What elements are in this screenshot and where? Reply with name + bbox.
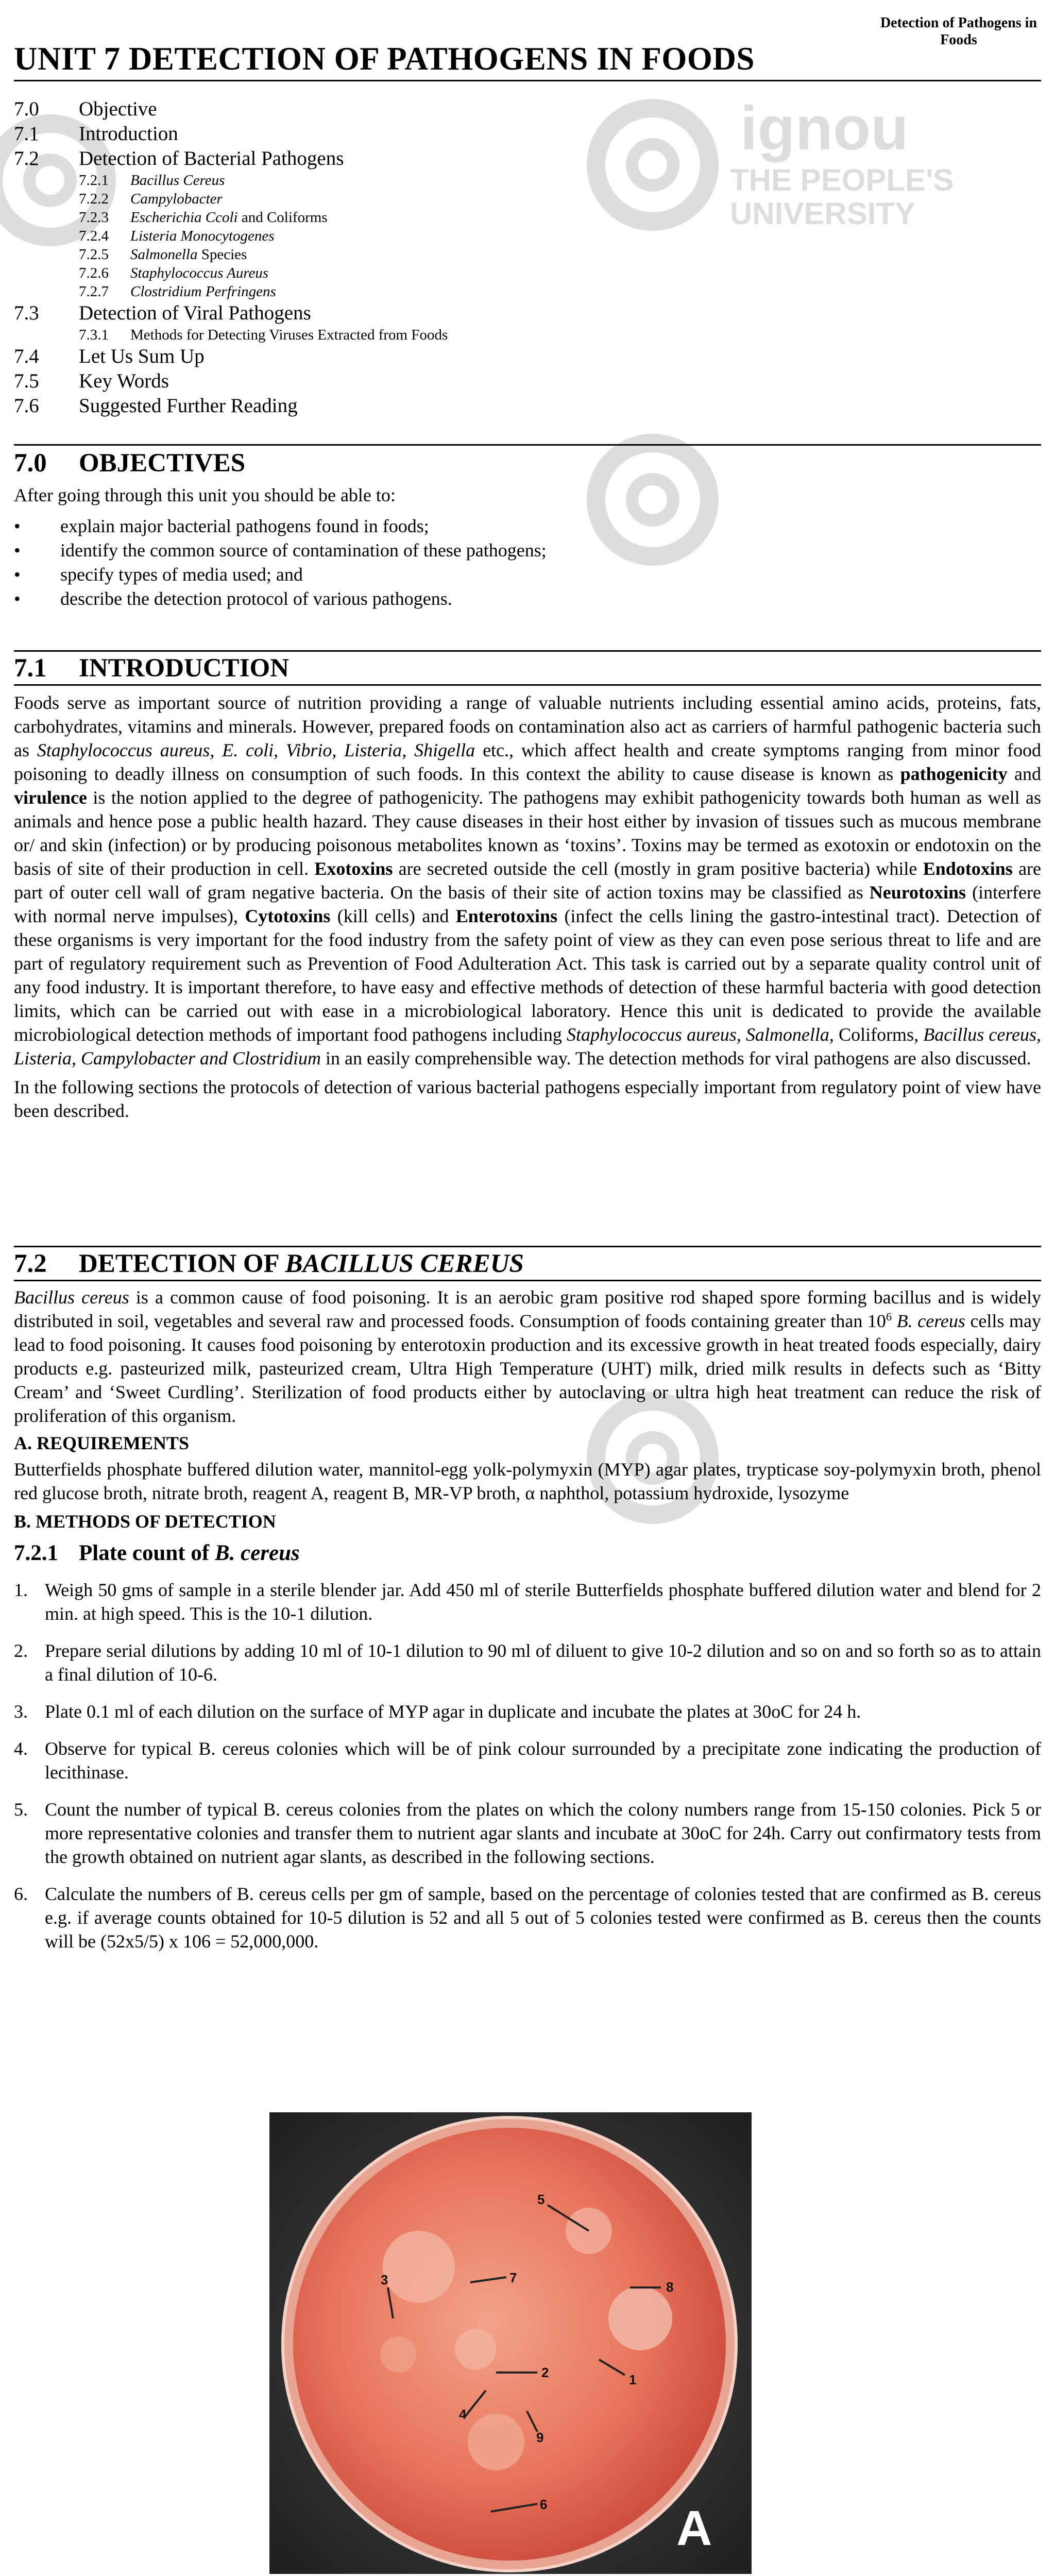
figure-label-6: 6: [540, 2497, 548, 2512]
figure-panel-letter: A: [676, 2501, 712, 2556]
section-rule: [14, 650, 1041, 652]
title-rule: [14, 80, 1041, 81]
bacillus-paragraph: Bacillus cereus is a common cause of food poisoning. It is an aerobic gram positive rod shaped spore forming bacillus and is widely distributed in soil, vegetables and several raw and processed foods. Consumption of foods containing greater than $10^6$ B. cereus cells may lead to food poisoning. It causes food poisoning by enterotoxin production and its excessive growth in heat treated foods especially, dairy products e.g. pasteurized milk, pasteurized cream, Ultra High Temperature (UHT) milk, dried milk results in defects such as ‘Bitty Cream’ and ‘Sweet Curdling’. Sterilization of food products either by autoclaving or ultra high heat treatment can reduce the risk of proliferation of this organism.: [14, 1287, 1041, 1426]
toc-subitem: 7.2.6 Staphylococcus Aureus: [79, 265, 269, 281]
section-heading: 7.2 DETECTION OF BACILLUS CEREUS: [14, 1249, 524, 1278]
watermark-tagline-1: THE PEOPLE'S: [730, 163, 954, 197]
introduction-paragraph: Foods serve as important source of nutrition providing a range of valuable nutrients including essential amino acids, proteins, fats, carbohydrates, vitamins and minerals. However, prepared foods on contamination also act as carriers of harmful pathogenic bacteria such as Staphylococcus aureus, E. coli, Vibrio, Listeria, Shigella etc., which affect health and create symptoms ranging from minor food poisoning to deadly illness on consumption of such foods. In this context the ability to cause disease is known as pathogenicity and virulence is the notion applied to the degree of pathogenicity. The pathogens may exhibit pathogenicity towards both human as well as animals and hence pose a public health hazard. They cause diseases in their host either by invasion of tissues such as mucous membrane or/ and skin (infection) or by producing poisonous metabolites known as ‘toxins’. Toxins may be termed as exotoxin or endotoxin on the basis of site of their production in cell. Exotoxins are secreted outside the cell (mostly in gram positive bacteria) while Endotoxins are part of outer cell wall of gram negative bacteria. On the basis of their site of action toxins may be classified as Neurotoxins (interfere with normal nerve impulses), Cytotoxins (kill cells) and Enterotoxins (infect the cells lining the gastro-intestinal tract). Detection of these organisms is very important for the food industry from the safety point of view as they can even pose serious threat to life and are part of regulatory requirement such as Prevention of Food Adulteration Act. This task is carried out by a separate quality control unit of any food industry. It is important therefore, to have easy and effective methods of detection of these harmful bacteria with good detection limits, which can be carried out with ease in a microbiological laboratory. Hence this unit is dedicated to provide the available microbiological detection methods of important food pathogens including Staphylococcus aureus, Salmonella, Coliforms, Bacillus cereus, Listeria, Campylobacter and Clostridium in an easily comprehensible way. The detection methods for viral pathogens are also discussed.: [14, 692, 1042, 1069]
unit-title: UNIT 7 DETECTION OF PATHOGENS IN FOODS: [14, 41, 755, 77]
list-item: 1. Weigh 50 gms of sample in a sterile blender jar. Add 450 ml of sterile Butterfields phosphate buffered dilution water and blend for 2 min. at high speed. This is the 10-1 dilution.: [14, 1580, 1041, 1624]
section-heading: 7.0 OBJECTIVES: [14, 449, 246, 478]
bacillus-section: [14, 1249, 1041, 1967]
introduction-paragraph-2: In the following sections the protocols of detection of various bacterial pathogens especially important from regulatory point of view have been described.: [14, 1077, 1041, 1121]
toc-subitem: 7.2.5 Salmonella Species: [79, 246, 247, 263]
list-item: 2. Prepare serial dilutions by adding 10 ml of 10-1 dilution to 90 ml of diluent to give 10-2 dilution and so on and so forth so as to attain a final dilution of 10-6.: [14, 1640, 1041, 1685]
figure-label-5: 5: [537, 2192, 545, 2207]
toc-subitem: 7.2.3 Escherichia Ccoli and Coliforms: [79, 209, 328, 226]
toc-item: 7.4 Let Us Sum Up: [14, 345, 205, 367]
figure-label-4: 4: [459, 2406, 467, 2422]
running-head: Detection of Pathogens in Foods: [880, 15, 1037, 48]
toc-item: 7.2 Detection of Bacterial Pathogens: [14, 147, 344, 170]
requirements-text: Butterfields phosphate buffered dilution water, mannitol-egg yolk-polymyxin (MYP) agar plates, trypticase soy-polymyxin broth, phenol red glucose broth, nitrate broth, reagent A, reagent B, MR-VP broth, α naphthol, potassium hydroxide, lysozyme: [14, 1459, 1041, 1503]
objectives-intro: After going through this unit you should be able to:: [14, 485, 396, 505]
figure-label-8: 8: [666, 2279, 674, 2295]
methods-heading: B. METHODS OF DETECTION: [14, 1511, 276, 1532]
toc-subitem: 7.2.1 Bacillus Cereus: [79, 172, 225, 189]
toc-item: 7.0 Objective: [14, 98, 157, 120]
figure-label-3: 3: [381, 2272, 388, 2287]
requirements-heading: A. REQUIREMENTS: [14, 1433, 190, 1453]
section-rule: [14, 1246, 1041, 1247]
watermark-tagline-2: UNIVERSITY: [730, 196, 916, 231]
table-of-contents: [14, 97, 1041, 418]
toc-item: 7.3 Detection of Viral Pathogens: [14, 302, 311, 324]
section-rule: [14, 684, 1041, 686]
plate-count-steps: [14, 1578, 1041, 1953]
figure-label-1: 1: [629, 2372, 637, 2387]
toc-item: 7.1 Introduction: [14, 123, 178, 145]
list-item: 5. Count the number of typical B. cereus colonies from the plates on which the colony numbers range from 15-150 colonies. Pick 5 or more representative colonies and transfer them to nutrient agar slants and incubate at 30oC for 24h. Carry out confirmatory tests from the growth obtained on nutrient agar slants, as described in the following sections.: [14, 1799, 1041, 1867]
petri-dish-photo: [269, 2112, 752, 2574]
objectives-section: [14, 448, 1041, 611]
watermark-logo-text: ignou: [740, 94, 909, 163]
section-heading: 7.1 INTRODUCTION: [14, 654, 290, 683]
toc-subitem: 7.2.4 Listeria Monocytogenes: [79, 228, 275, 244]
list-item: • explain major bacterial pathogens found in foods;: [14, 516, 429, 536]
figure-label-7: 7: [509, 2270, 517, 2285]
document-page: [14, 0, 1041, 2576]
toc-subitem: 7.2.2 Campylobacter: [79, 191, 223, 207]
section-rule: [14, 1280, 1041, 1281]
toc-item: 7.5 Key Words: [14, 370, 169, 392]
subsection-heading: 7.2.1 Plate count of B. cereus: [14, 1541, 300, 1565]
list-item: • identify the common source of contamination of these pathogens;: [14, 540, 547, 561]
list-item: 3. Plate 0.1 ml of each dilution on the surface of MYP agar in duplicate and incubate the plates at 30oC for 24 h.: [14, 1701, 861, 1722]
toc-item: 7.6 Suggested Further Reading: [14, 395, 298, 417]
figure-label-2: 2: [541, 2365, 549, 2380]
introduction-section: [14, 653, 1041, 1123]
toc-subitem: 7.3.1 Methods for Detecting Viruses Extracted from Foods: [79, 327, 448, 343]
list-item: 6. Calculate the numbers of B. cereus cells per gm of sample, based on the percentage of colonies tested that are confirmed as B. cereus e.g. if average counts obtained for 10-5 dilution is 52 and all 5 out of 5 colonies tested were confirmed as B. cereus then the counts will be (52x5/5) x 106 = 52,000,000.: [14, 1884, 1041, 1952]
section-rule: [14, 444, 1041, 446]
list-item: • specify types of media used; and: [14, 564, 303, 585]
figure-label-9: 9: [536, 2430, 544, 2445]
list-item: • describe the detection protocol of various pathogens.: [14, 588, 452, 609]
toc-subitem: 7.2.7 Clostridium Perfringens: [79, 283, 276, 300]
list-item: 4. Observe for typical B. cereus colonies which will be of pink colour surrounded by a precipitate zone indicating the production of lecithinase.: [14, 1738, 1041, 1783]
